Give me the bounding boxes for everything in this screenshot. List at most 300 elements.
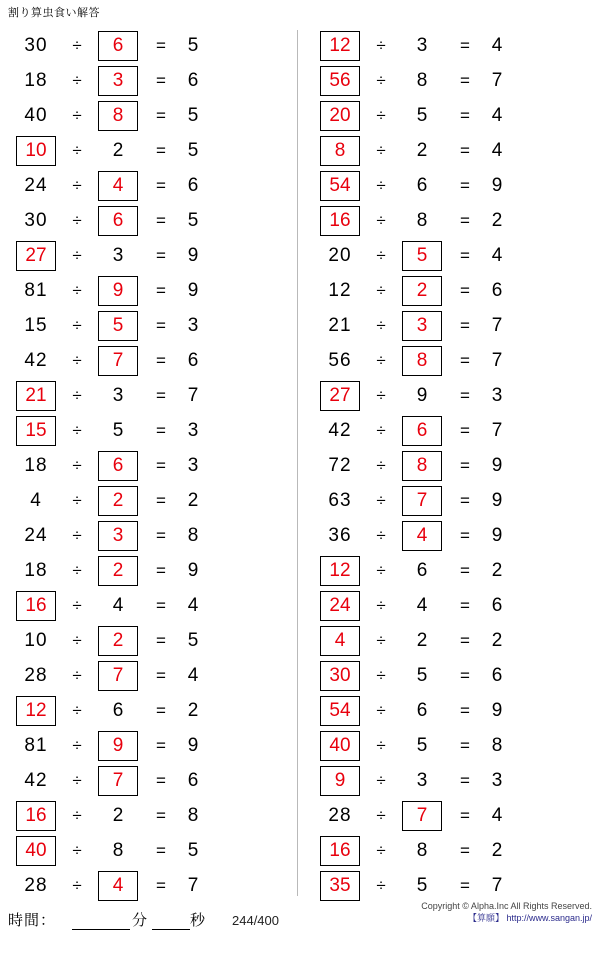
problem-row: [312, 833, 600, 868]
dividend-value: 24: [24, 174, 48, 196]
problem-row: [312, 28, 600, 63]
dividend-answer-box[interactable]: 35: [320, 871, 360, 901]
divide-icon: ÷: [376, 140, 386, 160]
equals-icon: =: [156, 350, 166, 370]
divisor-value: 2: [112, 139, 124, 161]
quotient-value: 4: [187, 594, 199, 616]
quotient-value: 7: [187, 874, 199, 896]
quotient-value: 9: [491, 489, 503, 511]
divide-icon: ÷: [72, 35, 82, 55]
dividend-value: 56: [328, 349, 352, 371]
divisor-answer-box[interactable]: 3: [98, 66, 138, 96]
quotient-value: 8: [491, 734, 503, 756]
dividend-value: 12: [328, 279, 352, 301]
problem-row: [8, 623, 300, 658]
problem-row: [312, 483, 600, 518]
divisor-value: 5: [416, 104, 428, 126]
equals-icon: =: [156, 735, 166, 755]
divisor-answer-box[interactable]: 8: [98, 101, 138, 131]
problem-row: [312, 133, 600, 168]
equals-icon: =: [460, 35, 470, 55]
divide-icon: ÷: [376, 420, 386, 440]
quotient-value: 5: [187, 104, 199, 126]
dividend-answer-box[interactable]: 8: [320, 136, 360, 166]
quotient-value: 9: [187, 244, 199, 266]
dividend-value: 42: [24, 349, 48, 371]
problem-row: [8, 658, 300, 693]
dividend-value: 18: [24, 454, 48, 476]
dividend-value: 30: [24, 34, 48, 56]
equals-icon: =: [460, 105, 470, 125]
divisor-answer-box[interactable]: 4: [402, 521, 442, 551]
problem-row: [8, 238, 300, 273]
equals-icon: =: [460, 315, 470, 335]
quotient-value: 9: [491, 454, 503, 476]
divide-icon: ÷: [72, 140, 82, 160]
divide-icon: ÷: [72, 245, 82, 265]
dividend-answer-box[interactable]: 16: [16, 591, 56, 621]
divisor-answer-box[interactable]: 7: [98, 346, 138, 376]
dividend-answer-box[interactable]: 16: [16, 801, 56, 831]
problem-row: [312, 693, 600, 728]
quotient-value: 3: [491, 769, 503, 791]
problem-row: [8, 28, 300, 63]
problem-row: [312, 553, 600, 588]
problem-row: [8, 553, 300, 588]
quotient-value: 9: [187, 279, 199, 301]
divisor-answer-box[interactable]: 9: [98, 731, 138, 761]
equals-icon: =: [460, 665, 470, 685]
quotient-value: 6: [187, 769, 199, 791]
divisor-value: 8: [112, 839, 124, 861]
quotient-value: 2: [491, 629, 503, 651]
dividend-answer-box[interactable]: 40: [16, 836, 56, 866]
dividend-value: 10: [24, 629, 48, 651]
dividend-answer-box[interactable]: 24: [320, 591, 360, 621]
dividend-answer-box[interactable]: 12: [320, 31, 360, 61]
problem-row: [312, 518, 600, 553]
dividend-value: 28: [328, 804, 352, 826]
divide-icon: ÷: [376, 280, 386, 300]
dividend-answer-box[interactable]: 20: [320, 101, 360, 131]
equals-icon: =: [156, 665, 166, 685]
equals-icon: =: [156, 455, 166, 475]
dividend-value: 4: [30, 489, 42, 511]
dividend-answer-box[interactable]: 40: [320, 731, 360, 761]
problem-row: [8, 763, 300, 798]
divisor-answer-box[interactable]: 5: [402, 241, 442, 271]
problem-row: [312, 413, 600, 448]
divisor-answer-box[interactable]: 2: [98, 486, 138, 516]
divisor-value: 8: [416, 209, 428, 231]
divide-icon: ÷: [72, 560, 82, 580]
equals-icon: =: [460, 560, 470, 580]
problem-row: [312, 728, 600, 763]
divide-icon: ÷: [72, 840, 82, 860]
quotient-value: 7: [491, 874, 503, 896]
equals-icon: =: [460, 280, 470, 300]
divisor-value: 9: [416, 384, 428, 406]
quotient-value: 7: [491, 349, 503, 371]
problem-columns: [0, 26, 600, 906]
divisor-answer-box[interactable]: 6: [98, 31, 138, 61]
divide-icon: ÷: [376, 875, 386, 895]
equals-icon: =: [460, 385, 470, 405]
divide-icon: ÷: [376, 805, 386, 825]
divisor-value: 4: [112, 594, 124, 616]
dividend-value: 21: [328, 314, 352, 336]
equals-icon: =: [156, 560, 166, 580]
dividend-answer-box[interactable]: 12: [16, 696, 56, 726]
problem-row: [312, 308, 600, 343]
equals-icon: =: [460, 490, 470, 510]
divide-icon: ÷: [72, 385, 82, 405]
divide-icon: ÷: [376, 770, 386, 790]
quotient-value: 3: [187, 419, 199, 441]
time-label: 時間：: [8, 912, 57, 929]
equals-icon: =: [460, 595, 470, 615]
dividend-value: 81: [24, 279, 48, 301]
equals-icon: =: [460, 70, 470, 90]
problem-row: [8, 798, 300, 833]
divide-icon: ÷: [376, 210, 386, 230]
problem-row: [312, 98, 600, 133]
divisor-answer-box[interactable]: 2: [402, 276, 442, 306]
divisor-answer-box[interactable]: 4: [98, 871, 138, 901]
divisor-answer-box[interactable]: 7: [98, 766, 138, 796]
dividend-value: 42: [328, 419, 352, 441]
quotient-value: 5: [187, 209, 199, 231]
divisor-answer-box[interactable]: 7: [402, 486, 442, 516]
equals-icon: =: [156, 490, 166, 510]
divisor-value: 5: [416, 734, 428, 756]
problem-row: [312, 203, 600, 238]
dividend-value: 42: [24, 769, 48, 791]
equals-icon: =: [460, 350, 470, 370]
problem-row: [8, 588, 300, 623]
quotient-value: 6: [187, 349, 199, 371]
divide-icon: ÷: [72, 105, 82, 125]
problem-row: [8, 833, 300, 868]
dividend-value: 36: [328, 524, 352, 546]
dividend-answer-box[interactable]: 16: [320, 836, 360, 866]
divide-icon: ÷: [72, 595, 82, 615]
equals-icon: =: [460, 420, 470, 440]
divide-icon: ÷: [72, 280, 82, 300]
problem-row: [8, 448, 300, 483]
quotient-value: 9: [187, 734, 199, 756]
quotient-value: 6: [491, 279, 503, 301]
divisor-value: 2: [416, 139, 428, 161]
divisor-answer-box[interactable]: 4: [98, 171, 138, 201]
divide-icon: ÷: [72, 70, 82, 90]
problem-row: [312, 588, 600, 623]
quotient-value: 2: [491, 209, 503, 231]
quotient-value: 5: [187, 139, 199, 161]
divide-icon: ÷: [376, 700, 386, 720]
divisor-answer-box[interactable]: 6: [402, 416, 442, 446]
divisor-value: 2: [112, 804, 124, 826]
dividend-value: 72: [328, 454, 352, 476]
dividend-answer-box[interactable]: 21: [16, 381, 56, 411]
divide-icon: ÷: [376, 105, 386, 125]
page-footer: [0, 902, 600, 950]
problem-row: [8, 273, 300, 308]
problem-row: [312, 868, 600, 903]
equals-icon: =: [156, 105, 166, 125]
problem-row: [312, 658, 600, 693]
divisor-value: 6: [416, 174, 428, 196]
divide-icon: ÷: [376, 560, 386, 580]
divide-icon: ÷: [376, 175, 386, 195]
divide-icon: ÷: [72, 350, 82, 370]
page-number: 244/400: [232, 913, 279, 928]
equals-icon: =: [460, 840, 470, 860]
problem-row: [312, 238, 600, 273]
divisor-answer-box[interactable]: 2: [98, 556, 138, 586]
divide-icon: ÷: [376, 455, 386, 475]
divide-icon: ÷: [376, 385, 386, 405]
divide-icon: ÷: [72, 420, 82, 440]
divisor-value: 3: [112, 384, 124, 406]
problem-row: [8, 203, 300, 238]
problem-row: [8, 98, 300, 133]
problem-row: [312, 343, 600, 378]
dividend-answer-box[interactable]: 30: [320, 661, 360, 691]
equals-icon: =: [156, 210, 166, 230]
divisor-value: 3: [416, 769, 428, 791]
divisor-answer-box[interactable]: 2: [98, 626, 138, 656]
dividend-value: 28: [24, 664, 48, 686]
dividend-value: 40: [24, 104, 48, 126]
divisor-value: 6: [416, 699, 428, 721]
divide-icon: ÷: [72, 805, 82, 825]
quotient-value: 6: [491, 664, 503, 686]
quotient-value: 7: [187, 384, 199, 406]
divisor-answer-box[interactable]: 9: [98, 276, 138, 306]
equals-icon: =: [156, 70, 166, 90]
divide-icon: ÷: [72, 665, 82, 685]
equals-icon: =: [156, 875, 166, 895]
problem-row: [8, 343, 300, 378]
time-minutes-blank[interactable]: [72, 912, 130, 930]
equals-icon: =: [156, 175, 166, 195]
quotient-value: 2: [491, 839, 503, 861]
quotient-value: 4: [491, 34, 503, 56]
divide-icon: ÷: [376, 315, 386, 335]
divisor-value: 2: [416, 629, 428, 651]
divide-icon: ÷: [376, 245, 386, 265]
divisor-value: 4: [416, 594, 428, 616]
divisor-value: 5: [416, 664, 428, 686]
equals-icon: =: [156, 840, 166, 860]
problem-row: [8, 168, 300, 203]
quotient-value: 2: [187, 699, 199, 721]
dividend-value: 63: [328, 489, 352, 511]
problem-row: [8, 868, 300, 903]
time-seconds-blank[interactable]: [152, 912, 190, 930]
divisor-answer-box[interactable]: 7: [402, 801, 442, 831]
quotient-value: 9: [491, 699, 503, 721]
problem-row: [8, 518, 300, 553]
dividend-value: 28: [24, 874, 48, 896]
dividend-answer-box[interactable]: 12: [320, 556, 360, 586]
divide-icon: ÷: [72, 315, 82, 335]
divisor-answer-box[interactable]: 6: [98, 206, 138, 236]
divisor-answer-box[interactable]: 3: [98, 521, 138, 551]
problem-row: [8, 728, 300, 763]
divisor-value: 3: [112, 244, 124, 266]
divisor-answer-box[interactable]: 8: [402, 346, 442, 376]
equals-icon: =: [156, 770, 166, 790]
quotient-value: 6: [187, 69, 199, 91]
divide-icon: ÷: [72, 700, 82, 720]
problem-row: [312, 378, 600, 413]
quotient-value: 2: [187, 489, 199, 511]
quotient-value: 8: [187, 804, 199, 826]
problem-row: [312, 623, 600, 658]
dividend-answer-box[interactable]: 16: [320, 206, 360, 236]
equals-icon: =: [460, 630, 470, 650]
divisor-value: 8: [416, 839, 428, 861]
divisor-answer-box[interactable]: 6: [98, 451, 138, 481]
divide-icon: ÷: [376, 525, 386, 545]
quotient-value: 3: [187, 314, 199, 336]
divisor-answer-box[interactable]: 5: [98, 311, 138, 341]
equals-icon: =: [460, 525, 470, 545]
dividend-answer-box[interactable]: 15: [16, 416, 56, 446]
divide-icon: ÷: [376, 595, 386, 615]
quotient-value: 4: [491, 139, 503, 161]
dividend-answer-box[interactable]: 4: [320, 626, 360, 656]
divisor-value: 3: [416, 34, 428, 56]
divide-icon: ÷: [376, 490, 386, 510]
divide-icon: ÷: [376, 735, 386, 755]
equals-icon: =: [460, 805, 470, 825]
quotient-value: 3: [491, 384, 503, 406]
equals-icon: =: [460, 210, 470, 230]
equals-icon: =: [460, 245, 470, 265]
equals-icon: =: [460, 770, 470, 790]
equals-icon: =: [460, 175, 470, 195]
equals-icon: =: [156, 805, 166, 825]
equals-icon: =: [156, 35, 166, 55]
equals-icon: =: [156, 420, 166, 440]
divisor-answer-box[interactable]: 7: [98, 661, 138, 691]
divide-icon: ÷: [376, 350, 386, 370]
dividend-answer-box[interactable]: 27: [320, 381, 360, 411]
problem-row: [8, 133, 300, 168]
problem-row: [312, 63, 600, 98]
equals-icon: =: [460, 875, 470, 895]
left-problem-column: [0, 26, 300, 906]
quotient-value: 3: [187, 454, 199, 476]
quotient-value: 9: [491, 524, 503, 546]
divide-icon: ÷: [72, 525, 82, 545]
copyright-notice: [421, 900, 592, 924]
quotient-value: 5: [187, 629, 199, 651]
copyright-line-2: 【算願】 http://www.sangan.jp/: [467, 912, 592, 923]
divide-icon: ÷: [376, 70, 386, 90]
quotient-value: 7: [491, 69, 503, 91]
dividend-value: 24: [24, 524, 48, 546]
dividend-answer-box[interactable]: 27: [16, 241, 56, 271]
divide-icon: ÷: [72, 770, 82, 790]
dividend-value: 81: [24, 734, 48, 756]
dividend-answer-box[interactable]: 54: [320, 171, 360, 201]
quotient-value: 4: [491, 104, 503, 126]
dividend-answer-box[interactable]: 9: [320, 766, 360, 796]
quotient-value: 4: [491, 244, 503, 266]
divide-icon: ÷: [376, 840, 386, 860]
dividend-answer-box[interactable]: 54: [320, 696, 360, 726]
equals-icon: =: [156, 595, 166, 615]
quotient-value: 9: [187, 559, 199, 581]
problem-row: [8, 413, 300, 448]
quotient-value: 6: [491, 594, 503, 616]
divisor-answer-box[interactable]: 8: [402, 451, 442, 481]
equals-icon: =: [156, 315, 166, 335]
equals-icon: =: [156, 525, 166, 545]
quotient-value: 5: [187, 34, 199, 56]
divisor-answer-box[interactable]: 3: [402, 311, 442, 341]
dividend-value: 15: [24, 314, 48, 336]
quotient-value: 4: [491, 804, 503, 826]
quotient-value: 8: [187, 524, 199, 546]
problem-row: [312, 763, 600, 798]
equals-icon: =: [156, 700, 166, 720]
dividend-answer-box[interactable]: 56: [320, 66, 360, 96]
problem-row: [312, 448, 600, 483]
equals-icon: =: [460, 700, 470, 720]
quotient-value: 9: [491, 174, 503, 196]
divisor-value: 6: [112, 699, 124, 721]
divisor-value: 5: [112, 419, 124, 441]
dividend-value: 18: [24, 559, 48, 581]
dividend-answer-box[interactable]: 10: [16, 136, 56, 166]
equals-icon: =: [460, 140, 470, 160]
dividend-value: 18: [24, 69, 48, 91]
problem-row: [312, 798, 600, 833]
equals-icon: =: [156, 245, 166, 265]
divide-icon: ÷: [72, 210, 82, 230]
divisor-value: 6: [416, 559, 428, 581]
quotient-value: 5: [187, 839, 199, 861]
problem-row: [312, 273, 600, 308]
problem-row: [8, 63, 300, 98]
divide-icon: ÷: [72, 875, 82, 895]
quotient-value: 2: [491, 559, 503, 581]
equals-icon: =: [460, 455, 470, 475]
quotient-value: 4: [187, 664, 199, 686]
page-title: 割り算虫食い解答: [8, 7, 100, 19]
right-problem-column: [300, 26, 600, 906]
equals-icon: =: [156, 630, 166, 650]
dividend-value: 30: [24, 209, 48, 231]
problem-row: [8, 378, 300, 413]
problem-row: [8, 483, 300, 518]
divide-icon: ÷: [376, 665, 386, 685]
time-seconds-unit: 秒: [190, 912, 206, 929]
divide-icon: ÷: [72, 175, 82, 195]
quotient-value: 7: [491, 419, 503, 441]
quotient-value: 7: [491, 314, 503, 336]
problem-row: [8, 308, 300, 343]
divide-icon: ÷: [72, 455, 82, 475]
divide-icon: ÷: [72, 490, 82, 510]
divisor-value: 8: [416, 69, 428, 91]
divide-icon: ÷: [72, 735, 82, 755]
